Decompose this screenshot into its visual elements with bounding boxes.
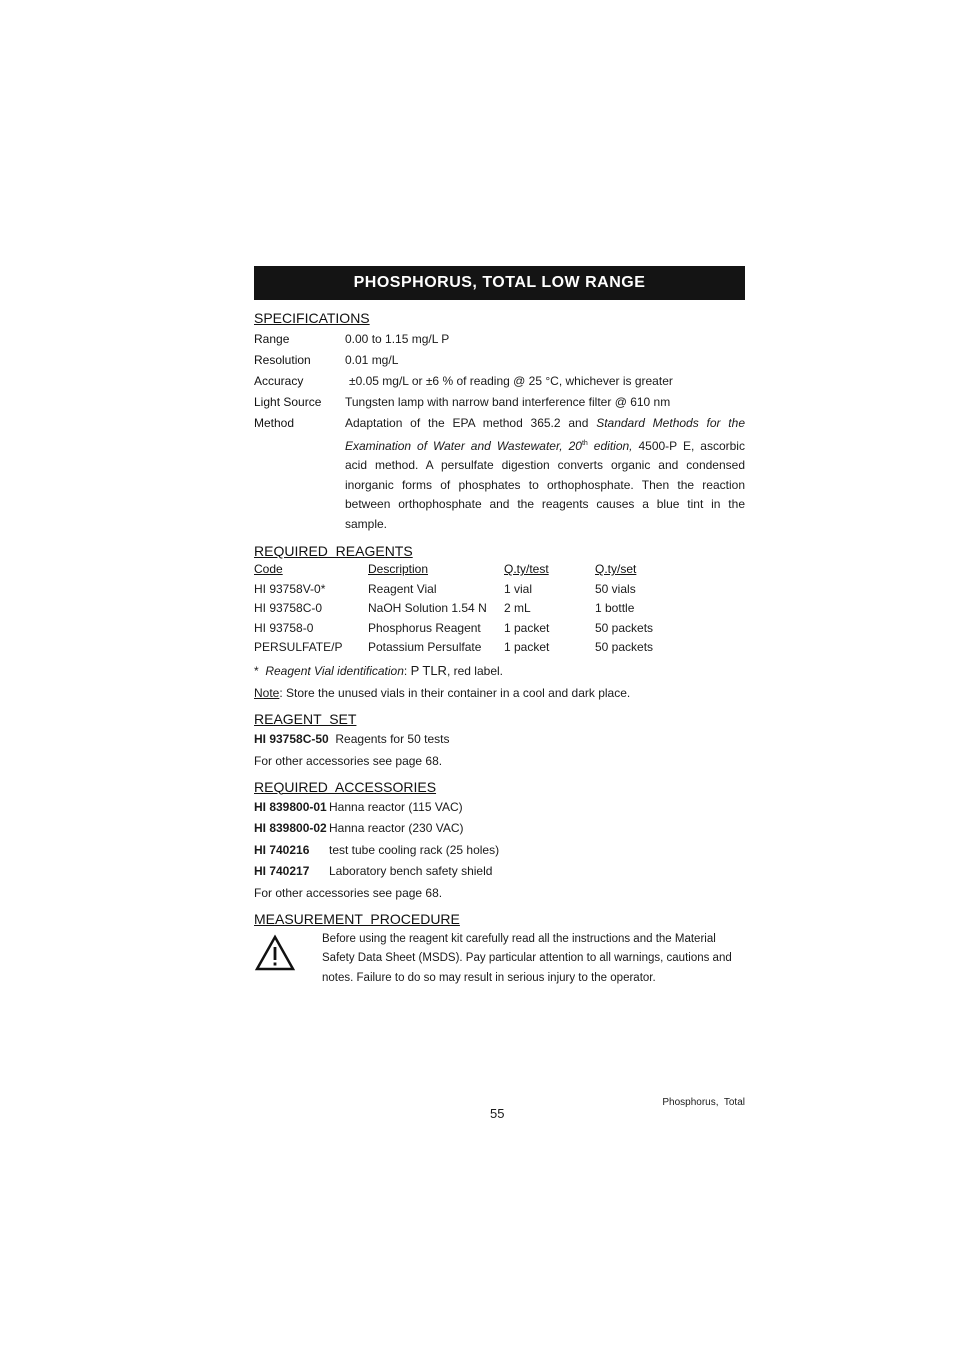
column-header: Description [368, 562, 429, 576]
reagent-footnote [254, 661, 745, 681]
reagent-qty-set: 1 bottle [595, 601, 635, 615]
spec-method [254, 414, 745, 534]
reagent-description: Reagent Vial [368, 581, 437, 596]
footnote-rest: , red label. [446, 663, 503, 678]
table-row [254, 621, 653, 641]
table-header-row [254, 562, 653, 582]
accessory-code: HI 740216 [254, 842, 310, 857]
reagents-heading: REQUIRED REAGENTS [254, 543, 413, 559]
reagent-code: HI 93758V-0* [254, 581, 326, 596]
method-reference-edition: edition, [587, 438, 633, 453]
specifications-heading: SPECIFICATIONS [254, 310, 370, 326]
specifications-list [254, 330, 745, 534]
note-text: : Store the unused vials in their container in a cool and dark place. [279, 685, 631, 700]
reagent-note [254, 684, 745, 703]
table-row [254, 640, 653, 660]
spec-label: Light Source [254, 395, 322, 409]
accessory-desc: Laboratory bench safety shield [329, 864, 493, 878]
spec-value: ±0.05 mg/L or ±6 % of reading @ 25 °C, whichever is greater [349, 374, 673, 388]
column-header: Q.ty/test [504, 562, 549, 576]
reagent-description: Phosphorus Reagent [368, 620, 481, 635]
spec-resolution [254, 351, 745, 370]
table-row [254, 601, 653, 621]
reagent-qty-set: 50 vials [595, 581, 636, 596]
spec-value: 0.00 to 1.15 mg/L P [345, 332, 450, 346]
method-text-rest: 4500-P E, ascorbic acid method. A persulfate digestion converts organic and condensed inorganic forms of phosphates to orthophosphate. Then the reaction between orthophosphate and the reagents causes a blue tint in the sample. [345, 438, 745, 531]
reagent-set-item [254, 730, 745, 749]
spec-light-source [254, 393, 745, 412]
list-item [254, 861, 745, 883]
accessories-list [254, 797, 745, 883]
manual-page [254, 266, 745, 988]
accessory-desc: Hanna reactor (115 VAC) [329, 799, 463, 814]
warning-text: Before using the reagent kit carefully read all the instructions and the Material Safety Data Sheet (MSDS). Pay particular attention to all warnings, cautions and notes. Failure to do so may result in serious injury to the operator. [322, 932, 732, 984]
note-label: Note [254, 685, 280, 700]
reagent-qty-set: 50 packets [595, 620, 654, 635]
spec-value: Tungsten lamp with narrow band interference filter @ 610 nm [345, 395, 671, 409]
warning-block [254, 930, 745, 989]
footnote-colon: : [403, 663, 408, 678]
procedure-heading: MEASUREMENT PROCEDURE [254, 910, 460, 927]
reagents-table [254, 562, 653, 660]
list-item [254, 818, 745, 840]
accessory-desc: test tube cooling rack (25 holes) [329, 842, 500, 857]
spec-label: Resolution [254, 353, 311, 367]
footnote-label: Reagent Vial identification [265, 663, 404, 678]
reagent-code: HI 93758C-0 [254, 601, 323, 615]
reagent-code: PERSULFATE/P [254, 640, 343, 654]
spec-value [345, 414, 745, 534]
spec-accuracy [254, 372, 745, 391]
spec-range [254, 330, 745, 349]
spec-label: Range [254, 332, 290, 346]
reagent-set-desc: Reagents for 50 tests [335, 731, 450, 746]
reagent-qty-test: 1 packet [504, 640, 550, 654]
accessory-code: HI 839800-01 [254, 799, 327, 814]
method-reference: Standard Methods for the Examination of Water and Wastewater, 20 [345, 416, 745, 453]
footnote-star: * [254, 663, 259, 678]
reagent-qty-set: 50 packets [595, 640, 654, 654]
page-title: PHOSPHORUS, TOTAL LOW RANGE [254, 266, 745, 300]
spec-label: Accuracy [254, 374, 304, 388]
footnote-code: P TLR [410, 662, 447, 678]
reagent-qty-test: 1 packet [504, 620, 550, 635]
list-item [254, 840, 745, 862]
page-number: 55 [490, 1106, 505, 1121]
warning-triangle-icon [254, 930, 322, 989]
table-row [254, 582, 653, 602]
reagent-description: Potassium Persulfate [368, 640, 482, 654]
spec-value: 0.01 mg/L [345, 353, 399, 367]
column-header: Code [254, 562, 283, 576]
reagent-set-code: HI 93758C-50 [254, 731, 329, 746]
accessories-other: For other accessories see page 68. [254, 885, 443, 900]
method-superscript: th [581, 439, 588, 447]
method-text: Adaptation of the EPA method 365.2 and [345, 416, 597, 430]
reagent-qty-test: 1 vial [504, 581, 533, 596]
footer-section-label: Phosphorus, Total [662, 1097, 745, 1108]
reagent-set-other: For other accessories see page 68. [254, 753, 443, 768]
spec-label: Method [254, 416, 295, 430]
accessory-code: HI 839800-02 [254, 821, 327, 835]
accessory-desc: Hanna reactor (230 VAC) [329, 821, 464, 835]
reagent-qty-test: 2 mL [504, 601, 531, 615]
list-item [254, 797, 745, 819]
reagent-code: HI 93758-0 [254, 620, 314, 635]
reagent-set-heading: REAGENT SET [254, 710, 357, 727]
column-header: Q.ty/set [595, 562, 637, 576]
accessory-code: HI 740217 [254, 864, 310, 878]
accessories-heading: REQUIRED ACCESSORIES [254, 778, 437, 795]
reagent-description: NaOH Solution 1.54 N [368, 601, 487, 615]
